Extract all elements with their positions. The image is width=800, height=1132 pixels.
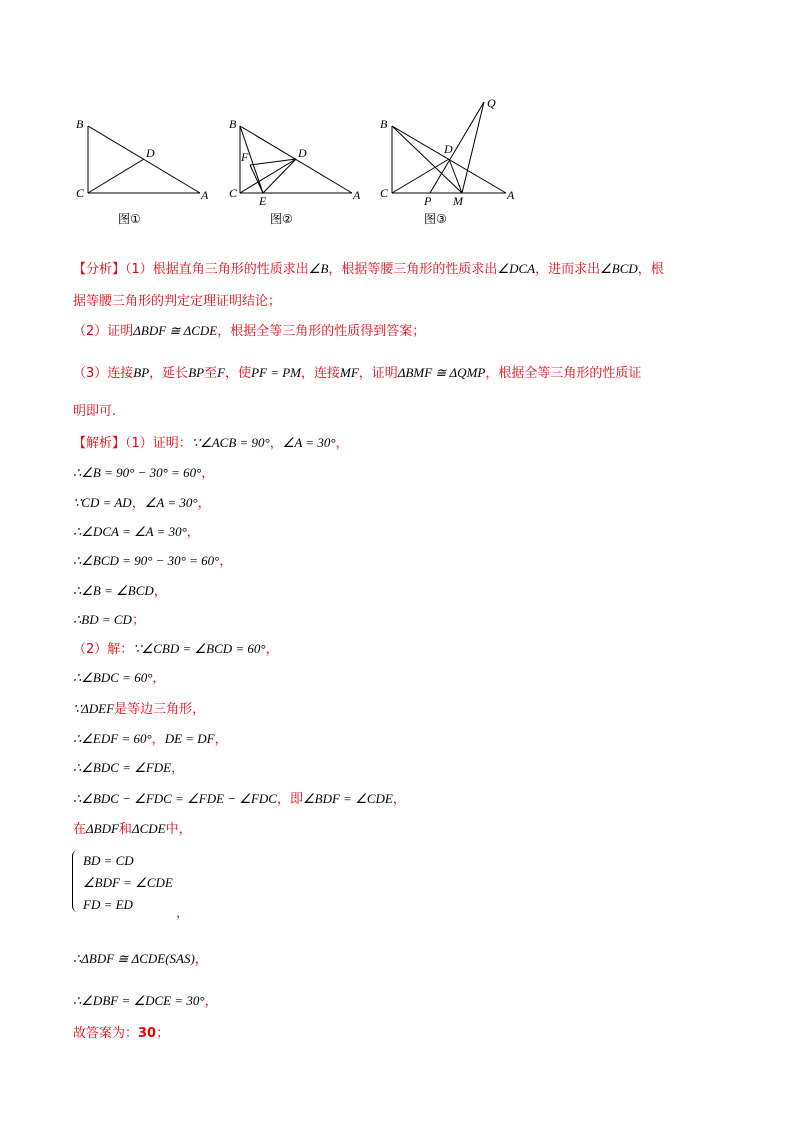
math: ∴ΔBDF ≅ ΔCDE(SAS) (73, 951, 195, 966)
solution-line-8 (73, 638, 279, 657)
solution-line-5 (73, 550, 232, 569)
analysis-tag: 【分析】 (73, 262, 126, 277)
math: BP (188, 365, 205, 380)
math: MF (340, 365, 359, 380)
math: F (217, 365, 226, 380)
solution-tag: 【解析】 (73, 436, 126, 451)
solution-line-10 (73, 698, 205, 717)
text: ，根据全等三角形的性质得到答案； (217, 324, 426, 339)
math: PF = PM (251, 365, 301, 380)
text: 至 (204, 366, 218, 381)
text: ； (131, 613, 145, 628)
fig3-label-a: A (507, 188, 515, 202)
text: ， (201, 466, 215, 481)
text: ， (265, 642, 279, 657)
math: ∴∠BCD = 90° − 30° = 60° (73, 553, 220, 568)
fig3-label-q: Q (487, 96, 496, 110)
fig2-label-f: F (241, 150, 249, 164)
math: ∴∠BDC − ∠FDC = ∠FDE − ∠FDC (73, 791, 277, 806)
system-row-1: BD = CD (83, 853, 134, 868)
text: 故答案为： (73, 1026, 139, 1041)
fig2-label-c: C (229, 186, 238, 200)
math: ∵ΔDEF (73, 701, 115, 716)
solution-line-3 (73, 492, 211, 511)
text: ，证明 (358, 366, 398, 381)
fig3-caption: 图③ (424, 212, 447, 226)
solution-line-9 (73, 667, 165, 686)
fig3-label-p: P (424, 194, 432, 208)
analysis-line-3 (73, 320, 425, 339)
system-row-3: FD = ED (83, 897, 133, 912)
math: ∵∠CBD = ∠BCD = 60° (133, 641, 266, 656)
analysis-line-4 (73, 362, 641, 381)
fig1-label-a: A (201, 188, 209, 202)
solution-line-1 (73, 432, 349, 451)
fig2-label-e: E (259, 194, 267, 208)
figure-2 (240, 126, 352, 193)
text: 是等边三角形， (114, 702, 206, 717)
math: ∴∠DBF = ∠DCE = 30° (73, 993, 205, 1008)
fig2-caption: 图② (270, 212, 293, 226)
fig3-label-d: D (444, 142, 453, 156)
math: ∠DCA (497, 261, 536, 276)
math: ΔBDF ≅ ΔCDE (133, 323, 218, 338)
figures-svg (70, 95, 530, 235)
text: ， (131, 496, 145, 511)
text: ， (269, 436, 283, 451)
text: ，连接 (301, 366, 341, 381)
fig2-label-b: B (229, 117, 237, 131)
math: DE = DF (164, 731, 215, 746)
math: ΔBDF (86, 821, 119, 836)
math: ∴∠EDF = 60° (73, 731, 152, 746)
text: ， (151, 732, 165, 747)
fig2-label-a: A (353, 188, 361, 202)
text: ，根据全等三角形的性质证 (485, 366, 642, 381)
text: ， (219, 554, 233, 569)
text: ，延长 (149, 366, 189, 381)
text: ， (194, 952, 208, 967)
fig1-label-d: D (146, 146, 155, 160)
fig3-label-m: M (453, 194, 463, 208)
text: ，使 (225, 366, 252, 381)
text: （3）连接 (73, 366, 134, 381)
math: BP (133, 365, 150, 380)
text: ， (152, 671, 166, 686)
answer-value: 30 (138, 1026, 157, 1041)
solution-line-16 (73, 990, 218, 1009)
text: 和 (118, 822, 132, 837)
text: ， (392, 792, 406, 807)
math: ∴∠BDC = 60° (73, 670, 153, 685)
math: ∵CD = AD (73, 495, 132, 510)
text: ， (335, 436, 349, 451)
text: （1）证明： (125, 436, 192, 451)
fig1-caption: 图① (118, 212, 141, 226)
system-comma: ， (176, 906, 190, 921)
math: ∠B (308, 261, 329, 276)
solution-line-7 (73, 609, 145, 628)
math: ΔCDE (131, 821, 166, 836)
math: ∠A = 30° (282, 435, 336, 450)
math: ∠BDF = ∠CDE (303, 791, 393, 806)
solution-line-11 (73, 728, 228, 747)
text: ， (186, 525, 200, 540)
analysis-line-1 (73, 258, 664, 277)
solution-line-6 (73, 580, 167, 599)
solution-line-12 (73, 757, 184, 776)
figure-1 (88, 126, 200, 193)
text: ， (153, 584, 167, 599)
math: ∴BD = CD (73, 612, 132, 627)
solution-line-15 (73, 948, 208, 967)
fig1-label-c: C (76, 186, 85, 200)
text: （2）证明 (73, 324, 134, 339)
solution-line-14 (73, 818, 192, 837)
math: ∴∠DCA = ∠A = 30° (73, 524, 187, 539)
text: 在 (73, 822, 87, 837)
text: （1）根据直角三角形的性质求出 (125, 262, 309, 277)
solution-line-2 (73, 462, 214, 481)
text: 据等腰三角形的判定定理证明结论； (73, 294, 282, 309)
math: ∴∠B = 90° − 30° = 60° (73, 465, 202, 480)
solution-line-4 (73, 521, 200, 540)
text: 中， (165, 822, 192, 837)
math: ∵∠ACB = 90° (191, 435, 270, 450)
math: ΔBMF ≅ ΔQMP (397, 365, 486, 380)
analysis-line-5 (73, 400, 116, 419)
analysis-line-2 (73, 290, 281, 309)
text: ； (156, 1026, 170, 1041)
text: （2）解： (73, 642, 134, 657)
text: ，根 (637, 262, 664, 277)
text: ， (171, 761, 185, 776)
fig1-label-b: B (76, 117, 84, 131)
fig3-label-b: B (380, 117, 388, 131)
text: ，根据等腰三角形的性质求出 (328, 262, 498, 277)
system-row-2: ∠BDF = ∠CDE (83, 875, 173, 890)
text: ， (204, 994, 218, 1009)
fig2-label-d: D (298, 146, 307, 160)
equation-system (73, 850, 173, 916)
text: ， (214, 732, 228, 747)
math: ∴∠B = ∠BCD (73, 583, 154, 598)
solution-line-17 (73, 1022, 169, 1041)
fig3-label-c: C (380, 186, 389, 200)
math: ∠A = 30° (144, 495, 198, 510)
solution-line-13 (73, 788, 406, 807)
text: ，进而求出 (535, 262, 601, 277)
text: ，即 (276, 792, 303, 807)
text: 明即可. (73, 404, 117, 419)
math: ∴∠BDC = ∠FDE (73, 760, 172, 775)
math: ∠BCD (600, 261, 638, 276)
text: ， (197, 496, 211, 511)
geometry-figures (70, 95, 530, 235)
